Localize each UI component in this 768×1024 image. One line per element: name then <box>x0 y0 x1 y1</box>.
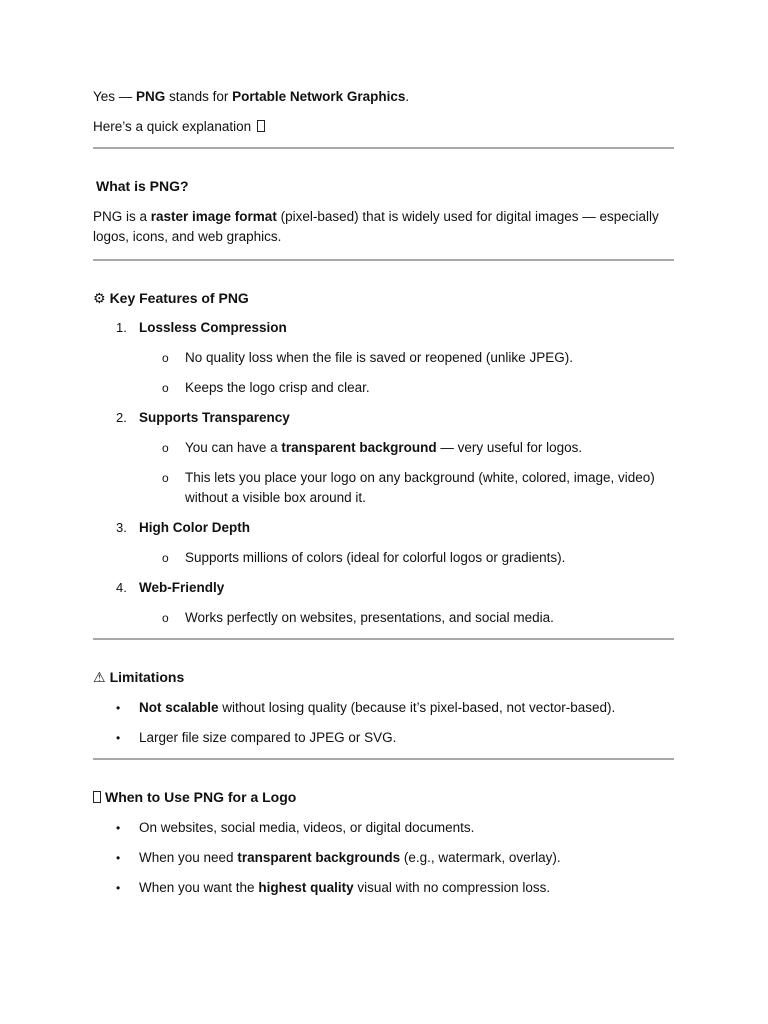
sub-item-text: No quality loss when the file is saved or reopened (unlike JPEG). <box>185 350 573 365</box>
sub-item-text: This lets you place your logo on any background (white, colored, image, video) without a visible box around it. <box>185 470 655 505</box>
list-item-bold: Not scalable <box>139 700 219 715</box>
bullet-marker: • <box>116 881 121 895</box>
feature-sub-list <box>139 608 674 628</box>
features-list <box>93 318 674 628</box>
when-to-use-heading-text: When to Use PNG for a Logo <box>105 789 297 805</box>
list-item <box>93 728 674 748</box>
sub-item-text: Works perfectly on websites, presentations, and social media. <box>185 610 554 625</box>
what-is-heading: What is PNG? <box>96 178 189 194</box>
feature-item <box>93 578 674 628</box>
feature-title: High Color Depth <box>139 520 250 535</box>
warning-icon: ⚠ <box>93 669 106 685</box>
intro-full-name: Portable Network Graphics <box>232 89 406 104</box>
limitations-heading-text: Limitations <box>109 669 185 685</box>
gear-icon: ⚙ <box>93 290 106 306</box>
list-item-text: When you want the <box>139 880 259 895</box>
what-is-text-rest: (pixel-based) that is widely used for digital images — especially logos, icons, and web graphics. <box>93 209 659 244</box>
what-is-bold: raster image format <box>150 209 277 224</box>
feature-sub-list <box>139 548 674 568</box>
intro-stands-for: stands for <box>165 89 233 104</box>
features-heading <box>93 288 674 308</box>
intro-png: PNG <box>136 89 166 104</box>
intro-yes: Yes — <box>93 89 137 104</box>
intro-line <box>93 87 674 107</box>
feature-number: 2. <box>116 410 127 425</box>
check-mark-icon <box>93 791 101 803</box>
feature-item <box>93 318 674 398</box>
limitations-list <box>93 698 674 748</box>
sub-marker: o <box>162 551 169 565</box>
when-to-use-section <box>93 760 674 898</box>
feature-number: 1. <box>116 320 127 335</box>
sub-marker: o <box>162 381 169 395</box>
list-item <box>93 878 674 898</box>
sub-item-text: You can have a <box>185 440 282 455</box>
what-is-section <box>93 149 674 247</box>
feature-number: 4. <box>116 580 127 595</box>
list-item-bold: highest quality <box>258 880 354 895</box>
feature-item <box>93 518 674 568</box>
bullet-marker: • <box>116 821 121 835</box>
pointing-down-icon <box>257 120 265 132</box>
sub-item-bold: transparent background <box>281 440 437 455</box>
sub-item-text: Supports millions of colors (ideal for colorful logos or gradients). <box>185 550 566 565</box>
list-item-text: without losing quality (because it’s pixel-based, not vector-based). <box>218 700 616 715</box>
feature-title: Supports Transparency <box>139 410 290 425</box>
bullet-marker: • <box>116 731 121 745</box>
sub-item <box>139 438 674 458</box>
feature-title: Web-Friendly <box>139 580 225 595</box>
sub-marker: o <box>162 351 169 365</box>
sub-item-text: Keeps the logo crisp and clear. <box>185 380 370 395</box>
what-is-paragraph <box>93 207 674 247</box>
feature-number: 3. <box>116 520 127 535</box>
sub-item-text: — very useful for logos. <box>436 440 583 455</box>
list-item <box>93 698 674 718</box>
explanation-text: Here’s a quick explanation <box>93 119 255 134</box>
list-item-text: (e.g., watermark, overlay). <box>400 850 561 865</box>
explanation-line <box>93 117 674 137</box>
sub-marker: o <box>162 441 169 455</box>
bullet-marker: • <box>116 701 121 715</box>
list-item <box>93 848 674 868</box>
sub-item <box>139 548 674 568</box>
feature-title: Lossless Compression <box>139 320 287 335</box>
feature-sub-list <box>139 348 674 398</box>
when-to-use-list <box>93 818 674 898</box>
when-to-use-heading <box>93 787 674 807</box>
feature-item <box>93 408 674 508</box>
bullet-marker: • <box>116 851 121 865</box>
list-item-text: When you need <box>139 850 238 865</box>
sub-item <box>139 348 674 368</box>
list-item <box>93 818 674 838</box>
limitations-heading <box>93 667 674 687</box>
list-item-text: Larger file size compared to JPEG or SVG. <box>139 730 397 745</box>
list-item-text: On websites, social media, videos, or digital documents. <box>139 820 475 835</box>
limitations-section <box>93 640 674 748</box>
sub-marker: o <box>162 611 169 625</box>
sub-item <box>139 378 674 398</box>
features-heading-text: Key Features of PNG <box>109 290 249 306</box>
list-item-text: visual with no compression loss. <box>353 880 551 895</box>
list-item-bold: transparent backgrounds <box>237 850 401 865</box>
sub-marker: o <box>162 471 169 485</box>
features-section <box>93 261 674 628</box>
sub-item <box>139 468 674 508</box>
what-is-text-start: PNG is a <box>93 209 151 224</box>
intro-period: . <box>405 89 410 104</box>
sub-item <box>139 608 674 628</box>
feature-sub-list <box>139 438 674 508</box>
